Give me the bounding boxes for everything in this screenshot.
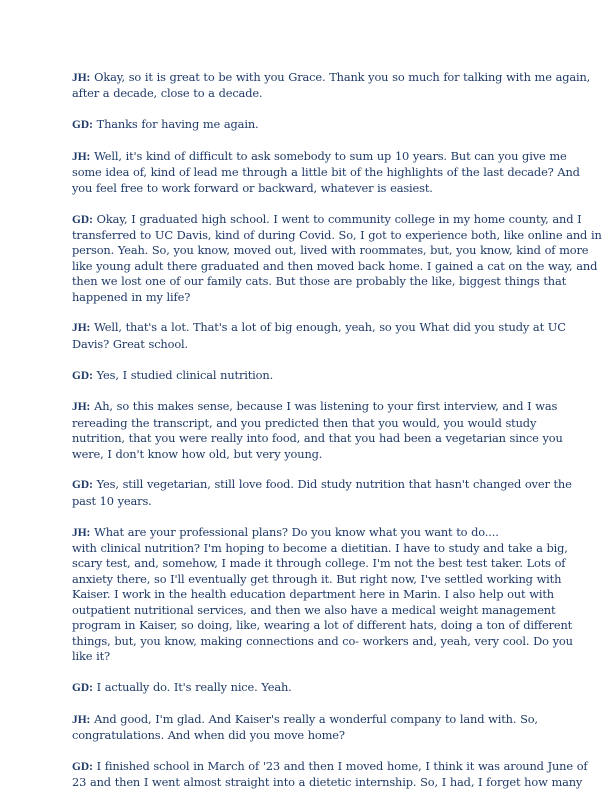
line-text: What are your professional plans? Do you know what you want to do.... (90, 524, 499, 539)
transcript-line (72, 758, 588, 775)
speaker-label: GD: (72, 369, 93, 382)
speaker-label: GD: (72, 213, 93, 226)
transcript-line (72, 368, 540, 384)
transcript-line: you feel free to work forward or backward, whatever is easiest. (72, 180, 433, 195)
transcript-paragraph (72, 758, 588, 791)
transcript-paragraph (72, 477, 572, 509)
transcript-paragraph (72, 680, 540, 696)
line-text: And good, I'm glad. And Kaiser's really a wonderful company to land with. So, (90, 711, 538, 726)
speaker-label: JH: (72, 72, 91, 84)
transcript-paragraph (72, 211, 602, 305)
transcript-line (72, 680, 540, 696)
transcript-line: were, I don't know how old, but very young. (72, 446, 323, 461)
transcript-line (72, 70, 591, 86)
speaker-label: GD: (72, 760, 93, 773)
transcript-paragraph (72, 399, 563, 462)
transcript-paragraph (72, 70, 591, 102)
transcript-page (72, 70, 602, 806)
transcript-line: after a decade, close to a decade. (72, 86, 263, 101)
transcript-line: like it? (72, 648, 110, 663)
transcript-line (72, 117, 540, 133)
speaker-label: JH: (72, 526, 91, 539)
transcript-line: like young adult there graduated and then moved back home. I gained a cat on the way, and (72, 258, 598, 273)
speaker-label: JH: (72, 151, 91, 163)
transcript-line: scary test, and, somehow, I made it through college. I'm not the best test taker. Lots of (72, 556, 566, 571)
transcript-line: happened in my life? (72, 289, 191, 304)
transcript-line: things, but, you know, making connections and co- workers and, yeah, very cool. Do you (72, 633, 573, 648)
transcript-line (72, 320, 566, 336)
transcript-line: with clinical nutrition? I'm hoping to become a dietitian. I have to study and take a big, (72, 541, 568, 556)
transcript-line (72, 149, 567, 165)
transcript-paragraph (72, 320, 566, 352)
transcript-line (72, 211, 582, 228)
line-text: Well, it's kind of difficult to ask somebody to sum up 10 years. But can you give me (90, 149, 567, 163)
line-text: Okay, so it is great to be with you Grace. Thank you so much for talking with me again, (90, 70, 591, 84)
line-text: Yes, I studied clinical nutrition. (92, 367, 274, 382)
line-text: Okay, I graduated high school. I went to community college in my home county, and I (92, 211, 582, 226)
speaker-label: JH: (72, 713, 91, 726)
transcript-paragraph (72, 524, 573, 665)
transcript-line: person. Yeah. So, you know, moved out, lived with roommates, but, you know, kind of more (72, 243, 589, 258)
line-text: Well, that's a lot. That's a lot of big enough, yeah, so you What did you study at UC (90, 320, 566, 335)
line-text: Thanks for having me again. (92, 117, 259, 132)
line-text: Ah, so this makes sense, because I was listening to your first interview, and I was (90, 399, 558, 414)
transcript-line: anxiety there, so I'll eventually get through it. But right now, I've settled working with (72, 571, 562, 586)
transcript-line (72, 712, 540, 728)
speaker-label: GD: (72, 479, 93, 492)
transcript-paragraph (72, 712, 540, 744)
speaker-label: GD: (72, 681, 93, 694)
transcript-line: then we lost one of our family cats. But those are probably the like, biggest things that (72, 274, 567, 289)
line-text: I actually do. It's really nice. Yeah. (92, 679, 292, 694)
transcript-line: 23 and then I went almost straight into a dietetic internship. So, I had, I forget how many (72, 775, 583, 790)
transcript-paragraph (72, 368, 540, 384)
transcript-paragraph (72, 149, 580, 196)
transcript-line (72, 477, 572, 493)
transcript-line: Davis? Great school. (72, 336, 188, 351)
transcript-line: program in Kaiser, so doing, like, wearing a lot of different hats, doing a ton of different (72, 618, 573, 633)
transcript-line: some idea of, kind of lead me through a little bit of the highlights of the last decade? And (72, 165, 580, 180)
transcript-line: nutrition, that you were really into food, and that you had been a vegetarian since you (72, 431, 563, 446)
transcript-line: rereading the transcript, and you predicted then that you would, you would study (72, 415, 537, 430)
speaker-label: JH: (72, 401, 91, 414)
speaker-label: JH: (72, 322, 91, 335)
line-text: I finished school in March of '23 and then I moved home, I think it was around June of (92, 758, 588, 773)
transcript-line: past 10 years. (72, 493, 152, 508)
transcript-line (72, 399, 558, 415)
transcript-line: congratulations. And when did you move home? (72, 727, 345, 742)
transcript-line: outpatient nutritional services, and then we also have a medical weight management (72, 602, 556, 617)
transcript-line: Kaiser. I work in the health education department here in Marin. I also help out with (72, 587, 554, 602)
transcript-line (72, 525, 540, 541)
line-text: Yes, still vegetarian, still love food. Did study nutrition that hasn't changed over the (92, 477, 572, 492)
transcript-line: transferred to UC Davis, kind of during Covid. So, I got to experience both, like online and in (72, 228, 602, 243)
transcript-paragraph (72, 117, 540, 133)
speaker-label: GD: (72, 119, 93, 132)
